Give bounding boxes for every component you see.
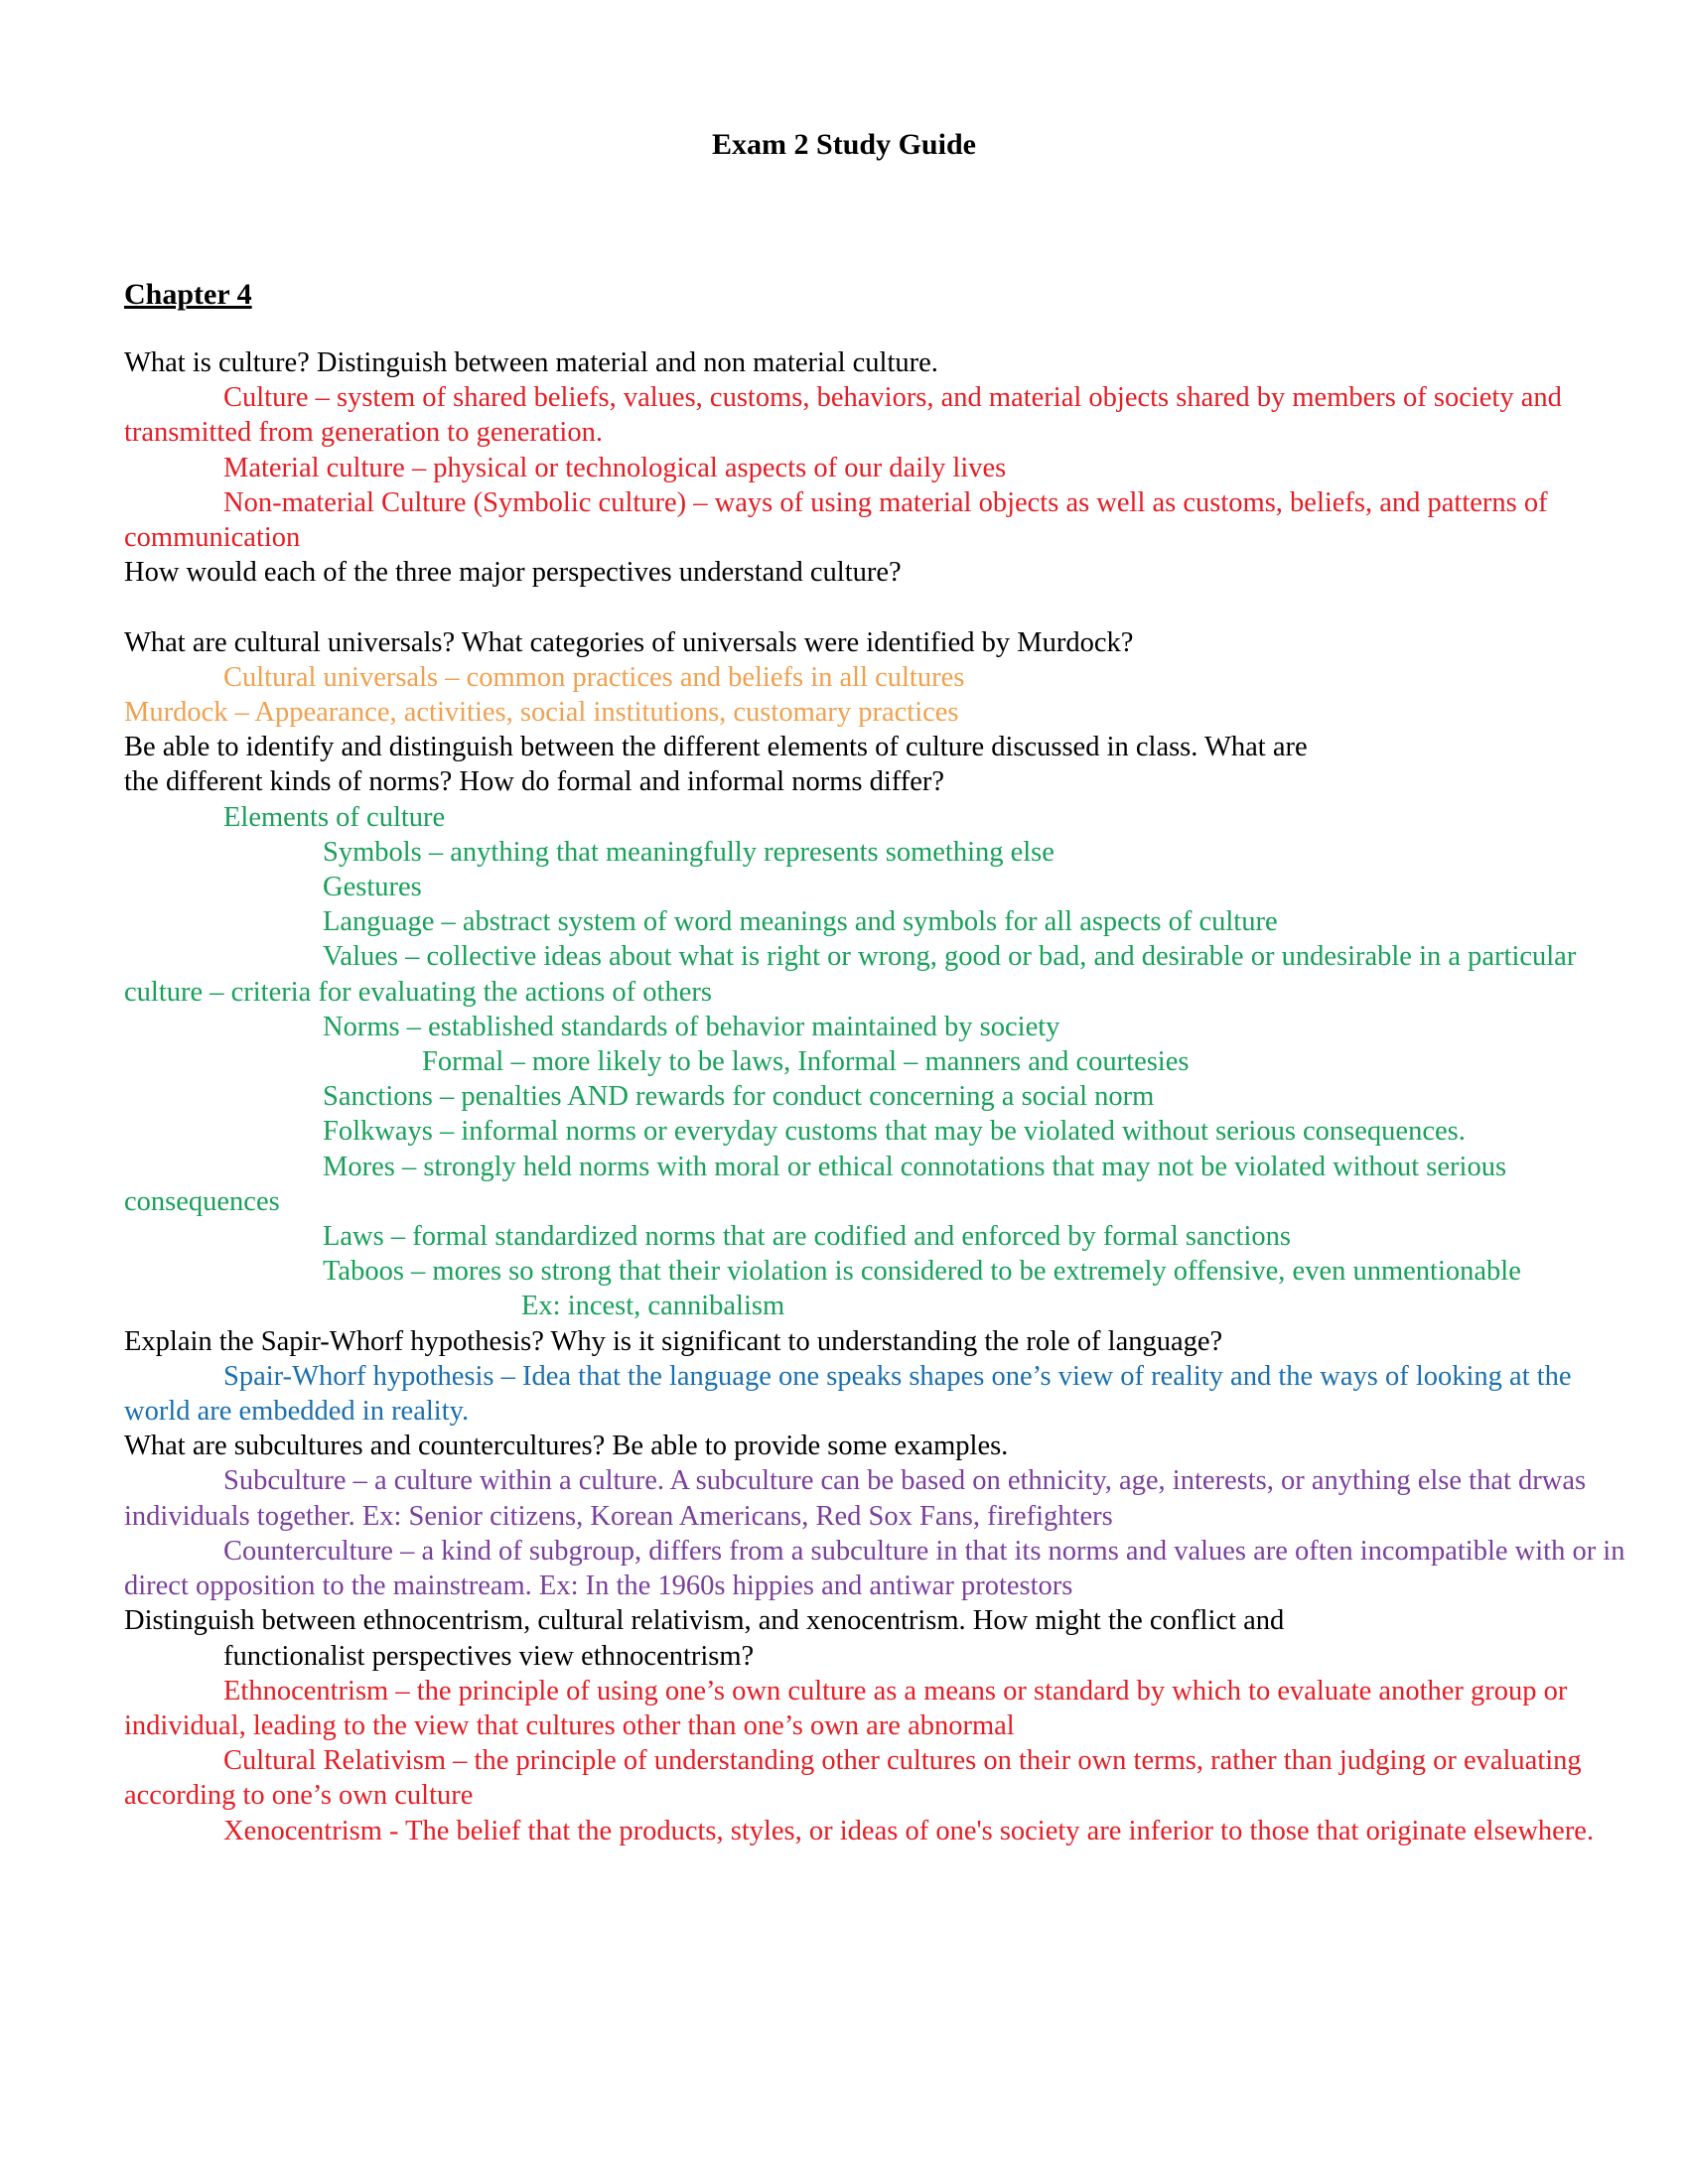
text-line: Culture – system of shared beliefs, values, customs, behaviors, and material objects shared by members of society and transmitted from generation to generation. xyxy=(124,382,1562,449)
text-line: Elements of culture xyxy=(223,801,446,833)
text-line: Counterculture – a kind of subgroup, differs from a subculture in that its norms and values are often incompatible with or in direct opposition to the mainstream. Ex: In the 1960s hippies and antiwar protestors xyxy=(124,1535,1625,1602)
text-line: Non-material Culture (Symbolic culture) – ways of using material objects as well as customs, beliefs, and patterns of communication xyxy=(124,486,1548,554)
text-line: Xenocentrism - The belief that the products, styles, or ideas of one's society are inferior to those that originate elsewhere. xyxy=(223,1815,1595,1846)
text-line: Formal – more likely to be laws, Informal – manners and courtesies xyxy=(422,1046,1190,1078)
text-line: Cultural universals – common practices and beliefs in all cultures xyxy=(223,661,965,693)
text-line: Be able to identify and distinguish between the different elements of culture discussed in class. What are xyxy=(124,732,1308,763)
text-line: Values – collective ideas about what is right or wrong, good or bad, and desirable or undesirable in a particular culture – criteria for evaluating the actions of others xyxy=(124,941,1577,1008)
text-line: Subculture – a culture within a culture. A subculture can be based on ethnicity, age, interests, or anything else that drwas individuals together. Ex: Senior citizens, Korean Americans, Red Sox Fans, firefighters xyxy=(124,1465,1587,1532)
text-line: Murdock – Appearance, activities, social institutions, customary practices xyxy=(124,697,959,729)
text-line: Distinguish between ethnocentrism, cultural relativism, and xenocentrism. How might the conflict and xyxy=(124,1605,1285,1637)
text-line: What is culture? Distinguish between material and non material culture. xyxy=(124,347,938,378)
text-line: Language – abstract system of word meanings and symbols for all aspects of culture xyxy=(323,906,1278,938)
text-line: Spair-Whorf hypothesis – Idea that the language one speaks shapes one’s view of reality and the ways of looking at the world are embedded in reality. xyxy=(124,1360,1572,1428)
text-line: How would each of the three major perspectives understand culture? xyxy=(124,557,902,589)
text-line: Gestures xyxy=(323,872,422,903)
text-line: Laws – formal standardized norms that are codified and enforced by formal sanctions xyxy=(323,1221,1291,1253)
text-line: the different kinds of norms? How do formal and informal norms differ? xyxy=(124,766,945,798)
text-line: Ethnocentrism – the principle of using one’s own culture as a means or standard by which to evaluate another group or individual, leading to the view that cultures other than one’s own are abnormal xyxy=(124,1675,1568,1741)
text-line: Mores – strongly held norms with moral or ethical connotations that may not be violated without serious consequences xyxy=(124,1151,1507,1217)
blank-line xyxy=(124,590,1643,624)
text-line: Taboos – mores so strong that their violation is considered to be extremely offensive, even unmentionable xyxy=(323,1256,1521,1288)
text-line: Material culture – physical or technological aspects of our daily lives xyxy=(223,452,1007,483)
text-line: Explain the Sapir-Whorf hypothesis? Why is it significant to understanding the role of language? xyxy=(124,1325,1223,1357)
text-line: Cultural Relativism – the principle of understanding other cultures on their own terms, rather than judging or evaluating according to one’s own culture xyxy=(124,1745,1582,1812)
text-line: Sanctions – penalties AND rewards for conduct concerning a social norm xyxy=(323,1081,1155,1113)
document-title: Exam 2 Study Guide xyxy=(712,128,976,161)
chapter-heading: Chapter 4 xyxy=(124,278,252,311)
text-line: Ex: incest, cannibalism xyxy=(521,1291,785,1322)
text-line: functionalist perspectives view ethnocentrism? xyxy=(223,1640,755,1672)
text-line: What are subcultures and countercultures? Be able to provide some examples. xyxy=(124,1431,1009,1462)
study-guide-body xyxy=(124,345,1643,1848)
text-line: Folkways – informal norms or everyday customs that may be violated without serious consequences. xyxy=(323,1116,1466,1148)
text-line: What are cultural universals? What categories of universals were identified by Murdock? xyxy=(124,626,1134,658)
text-line: Norms – established standards of behavior maintained by society xyxy=(323,1011,1060,1042)
text-line: Symbols – anything that meaningfully represents something else xyxy=(323,836,1055,868)
